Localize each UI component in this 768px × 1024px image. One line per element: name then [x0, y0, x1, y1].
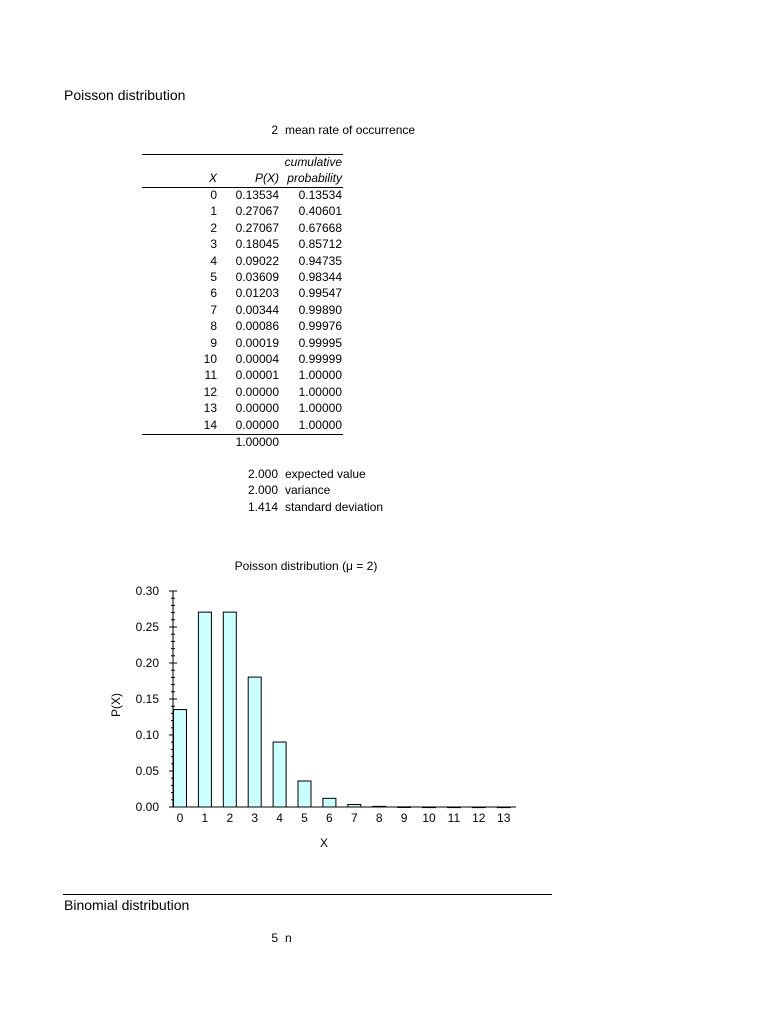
table-row	[142, 203, 343, 219]
binomial-param-value: 5	[271, 931, 278, 945]
x-tick-label: 1	[201, 811, 209, 825]
table-row	[142, 318, 343, 334]
binomial-param-label: n	[285, 931, 292, 945]
cell-x: 1	[210, 204, 217, 219]
stat-label: variance	[285, 483, 331, 497]
x-tick-label: 5	[301, 811, 308, 825]
cell-cumulative: 0.99547	[298, 286, 342, 301]
cell-p: 0.00000	[235, 384, 279, 399]
cell-cumulative: 0.40601	[298, 204, 342, 219]
y-tick-label: 0.15	[135, 692, 159, 706]
cell-p: 0.00086	[235, 319, 279, 334]
header-x: X	[208, 171, 217, 185]
bar	[198, 612, 211, 807]
cell-p: 0.03609	[235, 270, 279, 284]
table-header-row-2	[142, 170, 343, 186]
table-row	[142, 351, 343, 367]
y-tick-label: 0.05	[135, 764, 159, 778]
cell-p: 0.00001	[235, 368, 279, 383]
bar	[373, 806, 386, 807]
cell-x: 9	[210, 335, 217, 350]
binomial-section-title: Binomial distribution	[64, 897, 190, 913]
cell-cumulative: 0.99999	[298, 352, 342, 366]
table-row	[142, 400, 343, 416]
table-total-row	[142, 434, 343, 450]
y-tick-label: 0.00	[135, 800, 159, 814]
cell-cumulative: 0.99890	[298, 302, 342, 317]
cell-p: 0.00019	[235, 335, 279, 350]
cell-p: 0.00004	[235, 352, 279, 366]
cell-cumulative: 0.67668	[298, 220, 342, 235]
stat-value: 2.000	[247, 467, 278, 481]
chart-marks	[136, 584, 516, 825]
cell-cumulative: 0.13534	[298, 188, 342, 202]
stat-value: 2.000	[247, 483, 278, 497]
table-row	[142, 220, 343, 236]
header-p: P(X)	[255, 171, 279, 185]
cell-p: 0.27067	[235, 220, 279, 235]
cell-p: 0.00344	[235, 302, 279, 317]
cell-x: 10	[203, 352, 217, 366]
table-row	[142, 417, 343, 433]
x-tick-label: 13	[497, 811, 511, 825]
x-tick-label: 0	[176, 811, 184, 825]
cell-p: 0.00000	[235, 417, 279, 432]
cell-x: 13	[203, 401, 217, 416]
table-row	[142, 384, 343, 400]
bar	[174, 710, 187, 807]
cell-x: 8	[210, 319, 217, 334]
x-tick-label: 4	[276, 811, 283, 825]
cell-x: 4	[210, 253, 217, 268]
bar	[348, 805, 361, 807]
header-cumulative: cumulative	[284, 155, 342, 169]
x-tick-label: 11	[447, 811, 461, 825]
cell-x: 7	[210, 302, 217, 317]
table-header-row-1	[142, 154, 343, 170]
stat-row	[0, 500, 768, 516]
cell-x: 6	[210, 286, 217, 301]
y-tick-label: 0.30	[135, 584, 159, 598]
x-tick-label: 3	[251, 811, 259, 825]
table-row	[142, 335, 343, 351]
cell-p: 0.18045	[235, 237, 279, 252]
cell-x: 0	[210, 188, 217, 202]
stat-label: expected value	[285, 467, 366, 481]
cell-cumulative: 0.99995	[298, 335, 342, 350]
parameter-value: 2	[271, 123, 278, 137]
x-tick-label: 12	[472, 811, 486, 825]
x-tick-label: 9	[400, 811, 408, 825]
table-row	[142, 302, 343, 318]
y-axis-label: P(X)	[109, 693, 123, 717]
x-tick-label: 7	[350, 811, 358, 825]
cell-cumulative: 0.99976	[298, 319, 342, 334]
bar	[472, 807, 485, 808]
x-tick-label: 2	[226, 811, 234, 825]
x-tick-label: 10	[422, 811, 436, 825]
cell-cumulative: 0.94735	[298, 253, 342, 268]
cell-x: 2	[210, 220, 217, 235]
cell-p: 0.09022	[235, 253, 279, 268]
table-row	[142, 187, 343, 203]
y-tick-label: 0.25	[135, 620, 159, 634]
stat-value: 1.414	[247, 500, 278, 514]
cell-cumulative: 1.00000	[298, 417, 342, 432]
section-divider	[63, 894, 552, 895]
cell-x: 12	[203, 384, 217, 399]
table-row	[142, 285, 343, 301]
cell-p: 0.00000	[235, 401, 279, 416]
cell-x: 5	[210, 270, 217, 284]
y-tick-label: 0.20	[135, 656, 159, 670]
parameter-label: mean rate of occurrence	[285, 123, 416, 137]
bar	[323, 798, 336, 807]
x-axis-label: X	[319, 836, 329, 850]
x-tick-label: 8	[375, 811, 383, 825]
x-tick-label: 6	[326, 811, 333, 825]
bar	[398, 807, 411, 808]
cell-cumulative: 0.85712	[298, 237, 342, 252]
section-title: Poisson distribution	[64, 87, 186, 103]
y-tick-label: 0.10	[135, 728, 159, 742]
stat-row	[0, 483, 768, 499]
bar	[248, 677, 261, 807]
cell-x: 14	[203, 417, 217, 432]
stat-row	[0, 467, 768, 483]
bar	[273, 742, 286, 807]
cell-cumulative: 0.98344	[298, 270, 342, 284]
header-probability: probability	[287, 171, 342, 185]
poisson-bar-chart	[0, 550, 560, 860]
stat-label: standard deviation	[285, 500, 384, 514]
table-row	[142, 253, 343, 269]
total-probability: 1.00000	[235, 435, 279, 449]
cell-p: 0.13534	[235, 188, 279, 202]
cell-cumulative: 1.00000	[298, 368, 342, 383]
bar	[447, 807, 460, 808]
cell-p: 0.27067	[235, 204, 279, 219]
table-row	[142, 236, 343, 252]
table-row	[142, 269, 343, 285]
cell-cumulative: 1.00000	[298, 384, 342, 399]
chart-title: Poisson distribution (μ = 2)	[234, 559, 378, 573]
bar	[423, 807, 436, 808]
table-row	[142, 367, 343, 383]
bar	[298, 781, 311, 807]
bar	[223, 612, 236, 807]
cell-cumulative: 1.00000	[298, 401, 342, 416]
cell-x: 3	[210, 237, 217, 252]
bar	[497, 807, 510, 808]
cell-x: 11	[204, 368, 217, 383]
cell-p: 0.01203	[235, 286, 279, 301]
